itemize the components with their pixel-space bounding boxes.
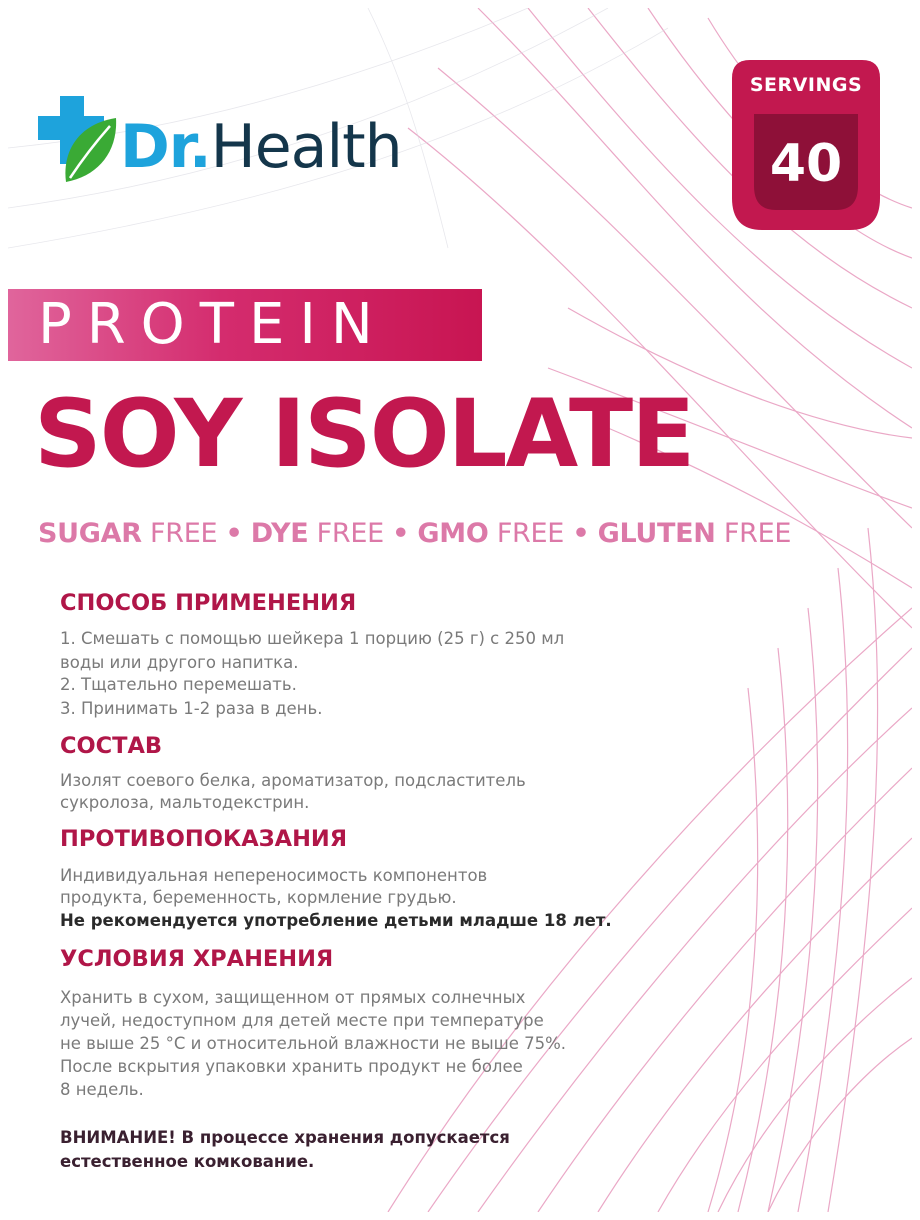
claim-sugar: SUGAR — [38, 518, 142, 549]
storage-line: После вскрытия упаковки хранить продукт не более — [60, 1057, 523, 1076]
warning-line: естественное комкование. — [60, 1152, 315, 1171]
usage-line: 2. Тщательно перемешать. — [60, 675, 297, 694]
usage-heading: СПОСОБ ПРИМЕНЕНИЯ — [60, 590, 357, 616]
usage-line: 3. Принимать 1-2 раза в день. — [60, 699, 323, 718]
age-restriction: Не рекомендуется употребление детьми младше 18 лет. — [60, 911, 612, 930]
storage-line: не выше 25 °С и относительной влажности не выше 75%. — [60, 1034, 567, 1053]
category-label: PROTEIN — [38, 292, 388, 357]
storage-heading: УСЛОВИЯ ХРАНЕНИЯ — [60, 946, 334, 972]
category-banner — [8, 289, 482, 361]
composition-line: Изолят соевого белка, ароматизатор, подсластитель — [60, 771, 526, 790]
brand-name-dr: Dr. — [120, 112, 211, 182]
brand-name-health: Health — [210, 112, 402, 182]
warning-line: ВНИМАНИЕ! В процессе хранения допускается — [60, 1128, 510, 1147]
servings-label: SERVINGS — [749, 74, 863, 96]
product-title: SOY ISOLATE — [34, 380, 694, 489]
claim-dye: DYE — [250, 518, 309, 549]
claim-gluten: GLUTEN — [597, 518, 716, 549]
product-label — [8, 8, 912, 1212]
claim-separator: • — [225, 518, 243, 549]
storage-line: лучей, недоступном для детей месте при температуре — [60, 1011, 544, 1030]
usage-line: воды или другого напитка. — [60, 653, 299, 672]
brand-name — [120, 112, 402, 182]
contraindications-heading: ПРОТИВОПОКАЗАНИЯ — [60, 826, 348, 852]
claim-separator: • — [572, 518, 590, 549]
contraindications-line: Индивидуальная непереносимость компонентов — [60, 866, 488, 885]
claim-gmo: GMO — [417, 518, 489, 549]
claim-separator: • — [392, 518, 410, 549]
storage-line: Хранить в сухом, защищенном от прямых солнечных — [60, 988, 526, 1007]
composition-line: сукролоза, мальтодекстрин. — [60, 793, 310, 812]
servings-badge — [732, 60, 880, 230]
free-claims: SUGAR FREE • DYE FREE • GMO FREE • GLUTEN FREE — [38, 518, 792, 549]
servings-count: 40 — [769, 134, 843, 194]
cross-leaf-logo-icon — [38, 96, 122, 188]
usage-line: 1. Смешать с помощью шейкера 1 порцию (25 г) с 250 мл — [60, 629, 565, 648]
brand-logo — [38, 96, 498, 192]
composition-heading: СОСТАВ — [60, 733, 163, 759]
storage-line: 8 недель. — [60, 1080, 144, 1099]
contraindications-line: продукта, беременность, кормление грудью. — [60, 888, 457, 907]
